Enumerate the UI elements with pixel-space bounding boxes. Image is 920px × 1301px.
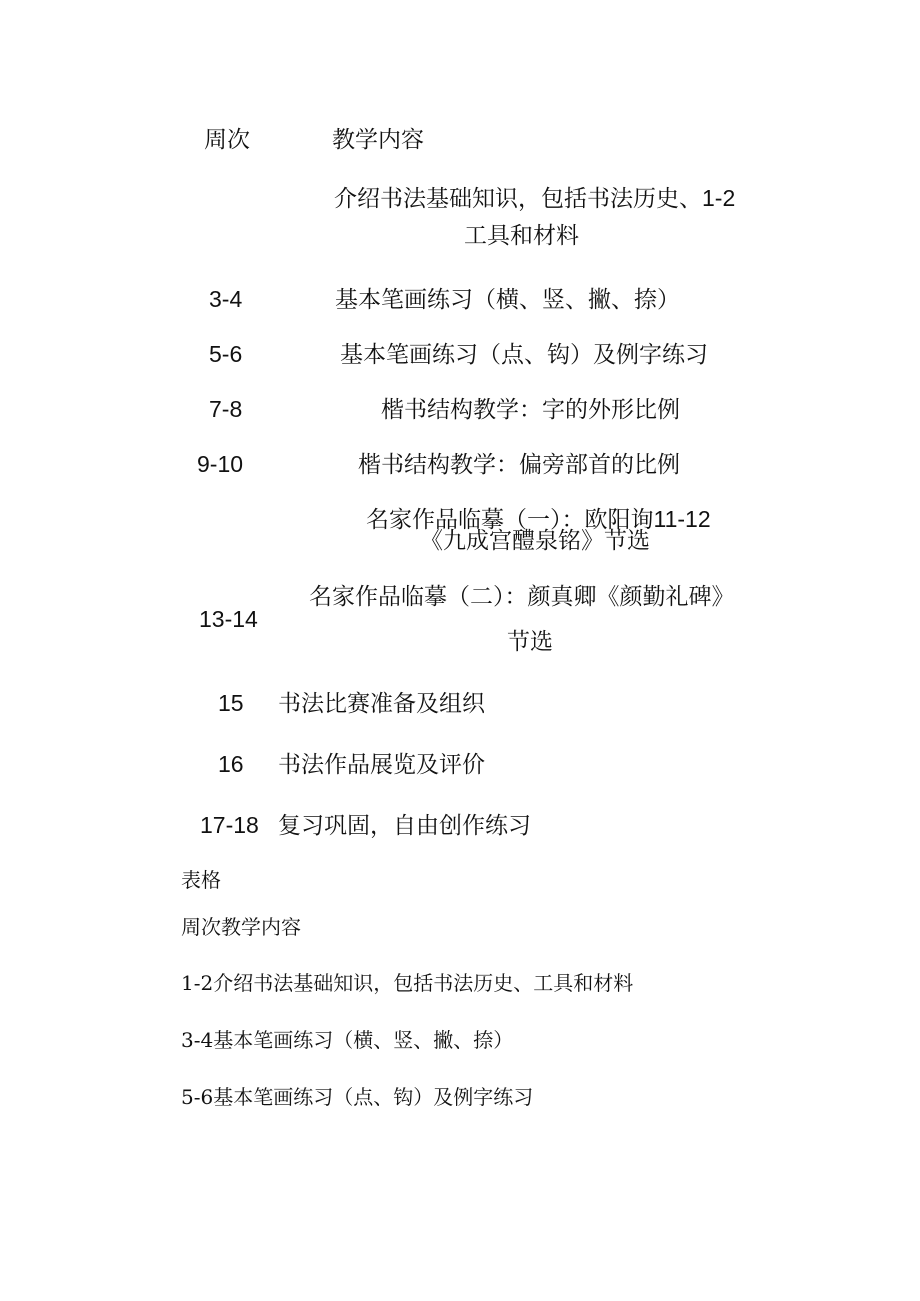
text-line-2: 3-4基本笔画练习（横、竖、撇、捺） [181, 1028, 514, 1052]
header-week: 周次 [204, 126, 250, 152]
text-line-1: 1-2介绍书法基础知识，包括书法历史、工具和材料 [181, 971, 634, 995]
row-16-week: 16 [218, 751, 244, 777]
row-11-12-line2: 《九成宫醴泉铭》节选 [420, 527, 650, 553]
row-3-4-week: 3-4 [209, 286, 243, 312]
row-13-14-line2: 节选 [507, 628, 553, 654]
text-header: 周次教学内容 [181, 915, 301, 939]
text-line-3: 5-6基本笔画练习（点、钩）及例字练习 [181, 1085, 534, 1109]
row-17-18-content: 复习巩固，自由创作练习 [278, 812, 531, 838]
row-3-4-content: 基本笔画练习（横、竖、撇、捺） [335, 286, 680, 312]
row-7-8-week: 7-8 [209, 396, 243, 422]
row-17-18-week: 17-18 [200, 812, 259, 838]
row-1-2-line2: 工具和材料 [464, 222, 579, 248]
row-13-14-week: 13-14 [199, 606, 258, 632]
row-9-10-content: 楷书结构教学：偏旁部首的比例 [358, 451, 680, 477]
row-9-10-week: 9-10 [197, 451, 244, 477]
row-15-content: 书法比赛准备及组织 [278, 690, 485, 716]
row-13-14-line1: 名家作品临摹（二）：颜真卿《颜勤礼碑》 [309, 583, 735, 609]
row-16-content: 书法作品展览及评价 [278, 751, 485, 777]
row-5-6-week: 5-6 [209, 341, 243, 367]
row-15-week: 15 [218, 690, 244, 716]
text-caption: 表格 [181, 868, 221, 892]
row-5-6-content: 基本笔画练习（点、钩）及例字练习 [340, 341, 708, 367]
row-1-2-line1: 介绍书法基础知识，包括书法历史、1-2 [334, 185, 736, 211]
row-7-8-content: 楷书结构教学：字的外形比例 [381, 396, 680, 422]
row-11-12-line1: 名家作品临摹（一）：欧阳询11-12 [366, 506, 711, 532]
header-content: 教学内容 [332, 126, 424, 152]
